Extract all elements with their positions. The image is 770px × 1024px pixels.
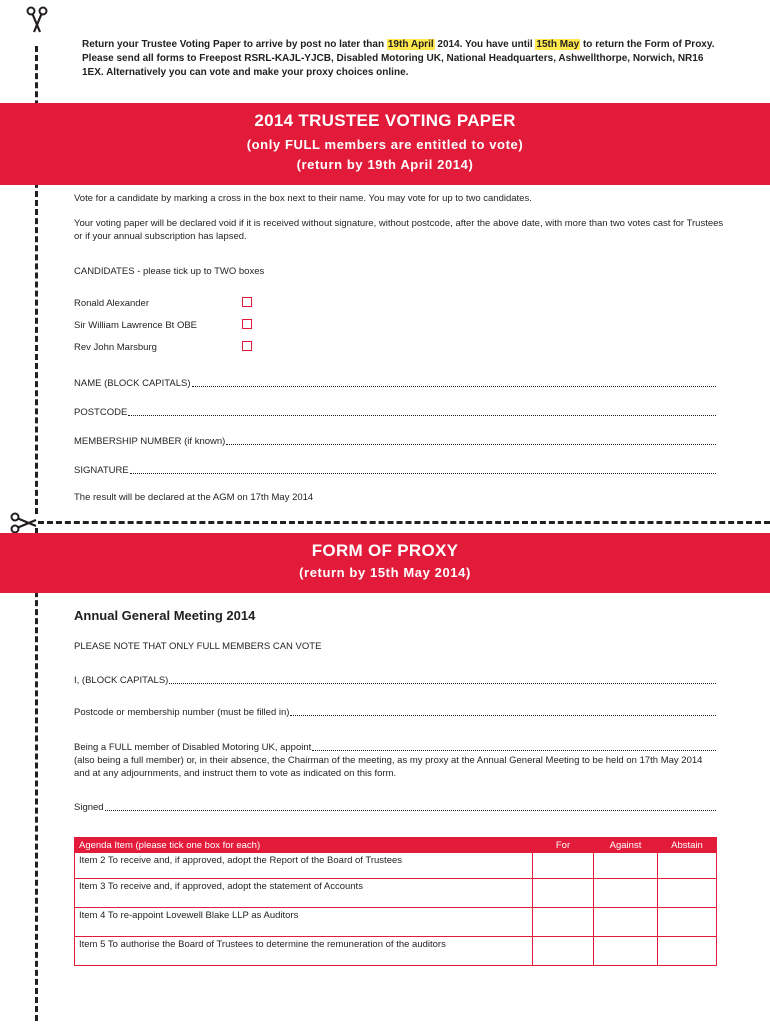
voting-title: 2014 TRUSTEE VOTING PAPER — [254, 111, 516, 130]
postcode-field[interactable] — [74, 406, 716, 419]
proxy-name-field[interactable] — [74, 674, 716, 687]
vote-against-box[interactable] — [594, 853, 658, 879]
vote-abstain-box[interactable] — [658, 879, 717, 908]
candidate-checkbox-lawrence[interactable] — [242, 319, 252, 329]
vote-for-box[interactable] — [533, 937, 594, 966]
signed-label: Signed — [74, 802, 104, 813]
signed-field[interactable] — [74, 801, 716, 814]
postcode-field-label: POSTCODE — [74, 407, 128, 418]
agenda-table — [74, 837, 717, 966]
candidate-checkbox-alexander[interactable] — [242, 297, 252, 307]
candidate-name: Rev John Marsburg — [74, 342, 157, 353]
horizontal-cut-line — [38, 521, 770, 524]
intro-text: to return the Form of Proxy. Please send all forms to Freepost RSRL-KAJL-YJCB, Disabled Motoring UK, National Headquarters, Ashwellthorpe, Norwich, NR16 1EX. Alternatively you can vote and make your proxy choices online. — [82, 39, 715, 78]
name-field-label: NAME (BLOCK CAPITALS) — [74, 378, 191, 389]
scissors-icon — [23, 6, 51, 34]
candidate-name: Sir William Lawrence Bt OBE — [74, 320, 198, 331]
full-members-note: PLEASE NOTE THAT ONLY FULL MEMBERS CAN VOTE — [74, 641, 322, 652]
vote-abstain-box[interactable] — [658, 908, 717, 937]
membership-number-field[interactable] — [74, 435, 716, 448]
table-row — [75, 879, 717, 908]
vote-against-box[interactable] — [594, 879, 658, 908]
agenda-item-text: Item 4 To re-appoint Lovewell Blake LLP as Auditors — [75, 908, 533, 937]
voting-void-note: Your voting paper will be declared void if it is received without signature, without postcode, after the above date, with more than two votes cast for Trustees or if your annual subscription has lapsed. — [74, 218, 724, 242]
agenda-item-text: Item 5 To authorise the Board of Trustees to determine the remuneration of the auditors — [75, 937, 533, 966]
agenda-header-row — [75, 838, 717, 853]
proxy-banner — [0, 533, 770, 593]
proxy-postcode-field[interactable] — [74, 706, 716, 719]
appoint-field[interactable] — [74, 741, 716, 754]
agenda-header-abstain: Abstain — [658, 838, 717, 853]
intro-text: 2014. You have until — [434, 39, 536, 50]
signature-field-label: SIGNATURE — [74, 465, 129, 476]
voting-instruction: Vote for a candidate by marking a cross in the box next to their name. You may vote for up to two candidates. — [74, 193, 532, 204]
vote-abstain-box[interactable] — [658, 937, 717, 966]
result-note: The result will be declared at the AGM on 17th May 2014 — [74, 492, 314, 503]
table-row — [75, 908, 717, 937]
membership-field-label: MEMBERSHIP NUMBER (if known) — [74, 436, 226, 447]
voting-banner — [0, 103, 770, 185]
agenda-header-against: Against — [594, 838, 658, 853]
table-row — [75, 937, 717, 966]
proxy-postcode-label: Postcode or membership number (must be filled in) — [74, 707, 290, 718]
highlight-date-may: 15th May — [536, 39, 580, 50]
vote-abstain-box[interactable] — [658, 853, 717, 879]
candidate-name: Ronald Alexander — [74, 298, 149, 309]
agenda-header-item: Agenda Item (please tick one box for each) — [75, 838, 533, 853]
meeting-heading: Annual General Meeting 2014 — [74, 608, 256, 623]
vote-against-box[interactable] — [594, 937, 658, 966]
agenda-item-text: Item 3 To receive and, if approved, adopt the statement of Accounts — [75, 879, 533, 908]
voting-subtitle-members: (only FULL members are entitled to vote) — [246, 137, 524, 152]
intro-text: Return your Trustee Voting Paper to arrive by post no later than — [82, 39, 387, 50]
vote-for-box[interactable] — [533, 879, 594, 908]
agenda-header-for: For — [533, 838, 594, 853]
table-row — [75, 853, 717, 879]
appoint-text: (also being a full member) or, in their absence, the Chairman of the meeting, as my proxy at the Annual General Meeting to be held on 17th May 2014 and at any adjournments, and instruct them to vote as indicated on this form. — [74, 755, 703, 779]
name-field[interactable] — [74, 377, 716, 390]
vertical-cut-line-lower — [35, 528, 38, 1021]
voting-subtitle-return: (return by 19th April 2014) — [296, 157, 474, 172]
agenda-item-text: Item 2 To receive and, if approved, adopt the Report of the Board of Trustees — [75, 853, 533, 879]
appoint-label: Being a FULL member of Disabled Motoring UK, appoint — [74, 742, 312, 753]
vote-for-box[interactable] — [533, 853, 594, 879]
vote-against-box[interactable] — [594, 908, 658, 937]
candidate-checkbox-marsburg[interactable] — [242, 341, 252, 351]
proxy-name-label: I, (BLOCK CAPITALS) — [74, 675, 169, 686]
signature-field[interactable] — [74, 464, 716, 477]
proxy-title: FORM OF PROXY — [311, 541, 459, 560]
candidates-label: CANDIDATES - please tick up to TWO boxes — [74, 266, 265, 277]
highlight-date-april: 19th April — [387, 39, 434, 50]
intro-paragraph — [82, 38, 722, 80]
proxy-subtitle: (return by 15th May 2014) — [299, 565, 471, 580]
vote-for-box[interactable] — [533, 908, 594, 937]
